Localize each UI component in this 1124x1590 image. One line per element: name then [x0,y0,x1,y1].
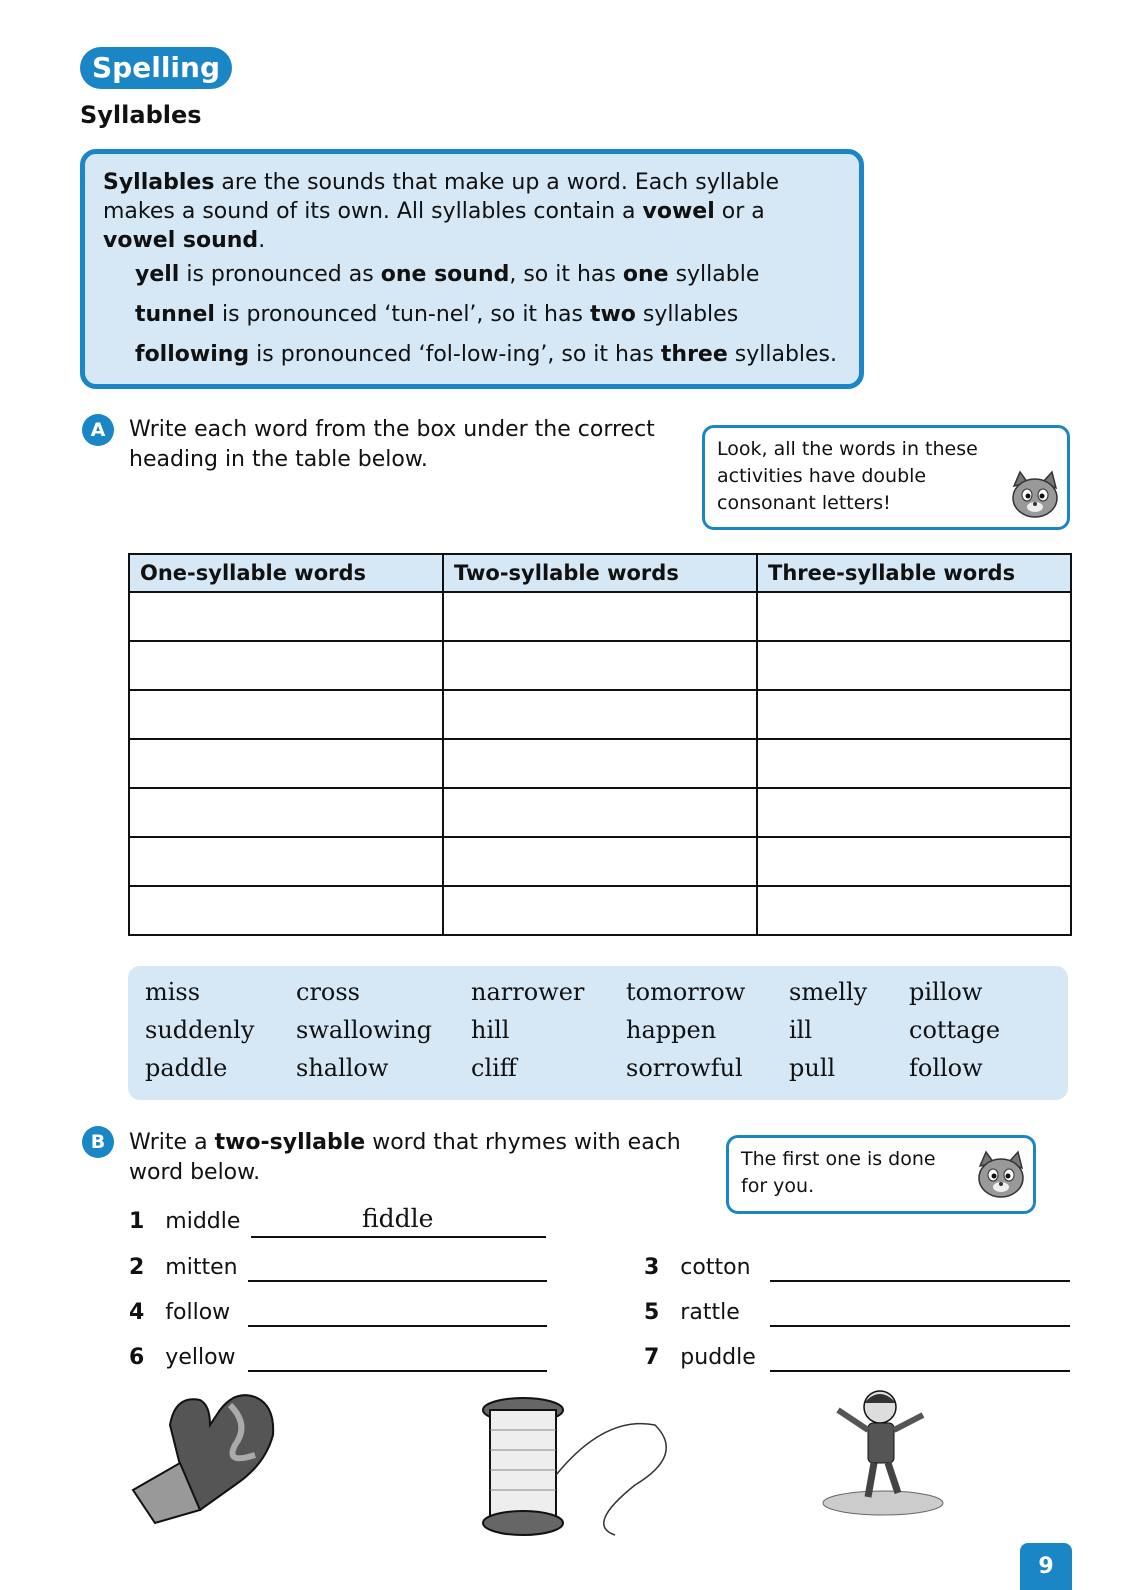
syllables-info-box [80,149,864,389]
tip-text: Look, all the words in these activities have double consonant letters! [717,438,978,514]
table-header-row [129,554,1071,592]
table-cell[interactable] [757,641,1071,690]
table-row [129,592,1071,641]
word-item: suddenly [145,1016,255,1044]
activity-b-badge: B [82,1126,114,1158]
info-intro: Syllables are the sounds that make up a word. Each syllable makes a sound of its own. All syllables contain a vowel or a vowel sound. [103,170,780,253]
word-item: sorrowful [626,1054,743,1082]
table-cell[interactable] [129,739,443,788]
activity-b-instruction: Write a two-syllable word that rhymes with each word below. [129,1130,681,1185]
table-cell[interactable] [443,788,757,837]
table-cell[interactable] [443,641,757,690]
mitten-illustration [125,1385,295,1525]
table-cell[interactable] [129,690,443,739]
table-cell[interactable] [443,592,757,641]
question-6: 6 yellow [129,1345,236,1370]
table-row [129,641,1071,690]
table-cell[interactable] [443,690,757,739]
answer-line-3[interactable] [770,1280,1070,1282]
answer-line-6[interactable] [248,1370,547,1372]
question-3: 3 cotton [644,1255,751,1280]
syllable-table [128,553,1072,936]
header-three-syllable: Three-syllable words [757,554,1071,592]
answer-line-4[interactable] [248,1325,547,1327]
word-item: hill [471,1016,510,1044]
header-one-syllable: One-syllable words [129,554,443,592]
table-cell[interactable] [129,641,443,690]
table-cell[interactable] [443,837,757,886]
table-cell[interactable] [129,886,443,935]
word-item: pull [789,1054,836,1082]
table-cell[interactable] [757,886,1071,935]
answer-line-2[interactable] [248,1280,547,1282]
table-cell[interactable] [443,886,757,935]
cotton-reel-illustration [475,1395,685,1545]
word-item: narrower [471,978,585,1006]
cat-icon [972,1150,1032,1206]
answer-line-7[interactable] [770,1370,1070,1372]
answer-line-1[interactable] [251,1236,546,1238]
word-item: tomorrow [626,978,746,1006]
boy-puddle-illustration [808,1385,958,1525]
activity-a-badge: A [82,414,114,446]
word-item: happen [626,1016,717,1044]
table-row [129,739,1071,788]
table-cell[interactable] [757,837,1071,886]
question-5: 5 rattle [644,1300,740,1325]
table-row [129,886,1071,935]
table-row [129,788,1071,837]
table-cell[interactable] [757,690,1071,739]
word-item: smelly [789,978,868,1006]
section-pill: Spelling [80,47,232,89]
answer-line-5[interactable] [770,1325,1070,1327]
page-title: Syllables [80,101,202,129]
table-cell[interactable] [129,592,443,641]
table-cell[interactable] [757,739,1071,788]
info-example-3: following is pronounced ‘fol-low-ing’, so it has three syllables. [135,342,838,367]
table-row [129,837,1071,886]
question-2: 2 mitten [129,1255,238,1280]
table-cell[interactable] [757,788,1071,837]
word-box [128,966,1068,1100]
word-item: cliff [471,1054,517,1082]
word-item: ill [789,1016,813,1044]
word-item: swallowing [296,1016,433,1044]
header-two-syllable: Two-syllable words [443,554,757,592]
activity-a-instruction: Write each word from the box under the correct heading in the table below. [129,417,655,472]
word-item: cross [296,978,360,1006]
info-example-1: yell is pronounced as one sound, so it has one syllable [135,262,760,287]
word-item: cottage [909,1016,1001,1044]
table-cell[interactable] [129,837,443,886]
table-cell[interactable] [129,788,443,837]
table-cell[interactable] [443,739,757,788]
question-4: 4 follow [129,1300,231,1325]
word-item: shallow [296,1054,389,1082]
word-item: miss [145,978,201,1006]
table-row [129,690,1071,739]
page-number: 9 [1020,1543,1072,1590]
word-item: follow [909,1054,983,1082]
cat-icon [1006,470,1066,526]
answer-1: fiddle [362,1204,434,1233]
table-cell[interactable] [757,592,1071,641]
question-7: 7 puddle [644,1345,756,1370]
question-1: 1 middle [129,1209,241,1234]
word-item: pillow [909,978,983,1006]
tip-text: The first one is done for you. [741,1148,936,1197]
info-example-2: tunnel is pronounced ‘tun-nel’, so it has two syllables [135,302,739,327]
word-item: paddle [145,1054,228,1082]
